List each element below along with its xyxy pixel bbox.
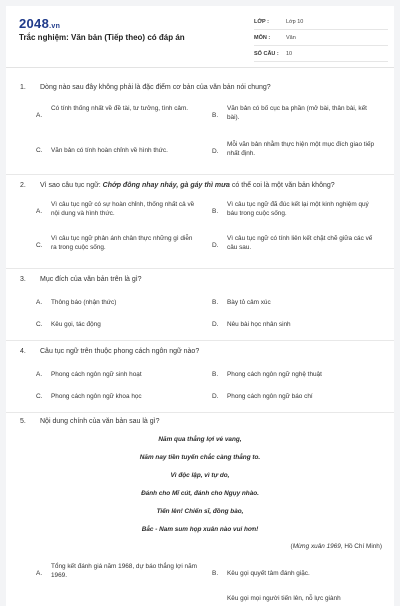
question-1-option-c[interactable] — [36, 146, 206, 160]
question-3-option-c[interactable] — [36, 320, 206, 332]
meta-row-subject — [254, 30, 388, 46]
option-text: Kêu gọi, tác động — [51, 321, 101, 328]
meta-row-class — [254, 14, 388, 30]
poem-line: Bắc - Nam sum họp xuân nào vui hơn! — [141, 526, 259, 533]
option-text: Vì câu tục ngữ đã đúc kết lại một kinh nghiệm quý báu trong cuộc sống. — [227, 201, 369, 218]
meta-key: MÔN : — [254, 34, 271, 41]
option-letter: B. — [212, 208, 219, 215]
question-4-option-d[interactable] — [212, 392, 382, 404]
prompt-part: có thể coi là một văn bản không? — [229, 182, 335, 189]
site-logo[interactable] — [19, 16, 60, 31]
poem-line: Tiến lên! Chiến sĩ, đồng bào, — [156, 508, 244, 515]
prompt-part: Vì sao câu tục ngữ: — [40, 182, 103, 189]
question-2-option-d[interactable] — [212, 234, 382, 258]
question-5-option-d[interactable] — [227, 594, 387, 606]
option-letter: C. — [36, 242, 43, 249]
meta-key: SỐ CÂU : — [254, 50, 279, 57]
question-prompt: Câu tục ngữ trên thuộc phong cách ngôn ngữ nào? — [40, 348, 200, 355]
question-prompt: Mục đích của văn bản trên là gì? — [40, 276, 142, 283]
option-text: Thông báo (nhận thức) — [51, 299, 117, 306]
citation-author: , Hồ Chí Minh) — [340, 543, 382, 550]
option-text: Văn bản có tính hoàn chỉnh về hình thức. — [51, 147, 168, 154]
option-text: Phong cách ngôn ngữ khoa học — [51, 393, 142, 400]
meta-key: LỚP : — [254, 18, 269, 25]
option-letter: A. — [36, 371, 43, 378]
poem-line: Năm qua thắng lợi vẻ vang, — [158, 436, 242, 443]
document-header — [6, 6, 394, 68]
meta-value: Văn — [286, 34, 296, 41]
option-letter: A. — [36, 570, 43, 577]
citation-title: Mừng xuân 1969 — [292, 543, 341, 550]
meta-row-count — [254, 46, 388, 62]
option-text: Có tính thống nhất về đề tài, tư tưởng, tình cảm. — [51, 105, 189, 112]
question-1-option-a[interactable] — [36, 104, 206, 128]
poem-line: Vì độc lập, vì tự do, — [170, 472, 230, 479]
question-number: 4. — [20, 348, 26, 355]
question-number: 2. — [20, 182, 26, 189]
option-letter: A. — [36, 299, 43, 306]
question-number: 1. — [20, 84, 26, 91]
question-4-option-a[interactable] — [36, 370, 206, 382]
option-letter: B. — [212, 371, 219, 378]
question-4-option-c[interactable] — [36, 392, 206, 404]
question-3-option-a[interactable] — [36, 298, 206, 310]
option-text: Nêu bài học nhân sinh — [227, 321, 291, 328]
option-text: Phong cách ngôn ngữ báo chí — [227, 393, 313, 400]
option-letter: D. — [212, 148, 219, 155]
question-1-option-d[interactable] — [212, 140, 382, 164]
poem-line: Đánh cho Mĩ cút, đánh cho Ngụy nhào. — [141, 490, 259, 497]
question-divider — [6, 174, 394, 175]
option-letter: C. — [36, 321, 43, 328]
question-2-text — [20, 182, 335, 189]
meta-table — [254, 14, 388, 62]
option-text: Phong cách ngôn ngữ nghệ thuật — [227, 371, 322, 378]
question-number: 5. — [20, 418, 26, 425]
citation-part: ( — [290, 543, 293, 550]
option-letter: B. — [212, 112, 219, 119]
meta-value: 10 — [286, 50, 293, 57]
option-letter: B. — [212, 570, 219, 577]
question-prompt — [40, 182, 335, 189]
option-letter: D. — [212, 393, 219, 400]
logo-main: 2048 — [19, 16, 50, 31]
question-5-option-a[interactable] — [36, 562, 206, 586]
option-letter: D. — [212, 242, 219, 249]
option-letter: D. — [212, 321, 219, 328]
question-5-option-b[interactable] — [212, 569, 382, 581]
question-4-text — [20, 348, 199, 355]
question-1-text — [20, 84, 271, 91]
option-text: Phong cách ngôn ngữ sinh hoạt — [51, 371, 142, 378]
option-letter: A. — [36, 112, 43, 119]
question-divider — [6, 340, 394, 341]
question-divider — [6, 412, 394, 413]
option-text: Kêu gọi quyết tâm đánh giặc. — [227, 570, 310, 577]
poem-citation — [291, 543, 382, 550]
option-letter: C. — [36, 147, 43, 154]
option-text: Vì câu tục ngữ có sự hoàn chỉnh, thống nhất cả về nội dung và hình thức. — [51, 201, 195, 218]
poem-line: Năm nay tiền tuyến chắc càng thắng to. — [139, 454, 261, 461]
question-2-option-c[interactable] — [36, 234, 206, 258]
question-prompt: Dòng nào sau đây không phải là đặc điểm cơ bản của văn bản nói chung? — [40, 84, 271, 91]
question-2-option-b[interactable] — [212, 200, 382, 224]
option-text: Văn bản có bố cục ba phần (mở bài, thân bài, kết bài). — [227, 105, 367, 122]
question-3-option-b[interactable] — [212, 298, 382, 310]
question-3-text — [20, 276, 142, 283]
question-number: 3. — [20, 276, 26, 283]
question-5-text — [20, 418, 159, 425]
question-divider — [6, 268, 394, 269]
question-2-option-a[interactable] — [36, 200, 206, 224]
question-4-option-b[interactable] — [212, 370, 382, 382]
option-text: Vì câu tục ngữ có tính liên kết chặt chẽ giữa các vế câu sau. — [227, 235, 373, 252]
question-1-option-b[interactable] — [212, 104, 382, 128]
option-letter: B. — [212, 299, 219, 306]
prompt-emphasis: Chớp đông nhay nháy, gà gáy thì mưa — [102, 182, 230, 189]
option-text: Vì câu tục ngữ phản ánh chân thực những gì diễn ra trong cuộc sống. — [51, 235, 193, 252]
option-text: Tổng kết đánh giá năm 1968, dự báo thắng lợi năm 1969. — [51, 563, 197, 580]
question-prompt: Nội dung chính của văn bản sau là gì? — [40, 418, 160, 425]
document-title: Trắc nghiệm: Văn bản (Tiếp theo) có đáp án — [19, 33, 185, 42]
option-letter: A. — [36, 208, 43, 215]
meta-value: Lớp 10 — [286, 18, 304, 25]
document-page — [6, 6, 394, 606]
option-text: Kêu gọi mọi người tiến lên, nỗ lực giành — [227, 595, 341, 602]
logo-suffix: .vn — [49, 23, 61, 30]
option-text: Mỗi văn bản nhằm thực hiện một mục đích giao tiếp nhất định. — [227, 141, 375, 158]
question-3-option-d[interactable] — [212, 320, 382, 332]
option-text: Bày tỏ cảm xúc — [227, 299, 271, 306]
option-letter: C. — [36, 393, 43, 400]
